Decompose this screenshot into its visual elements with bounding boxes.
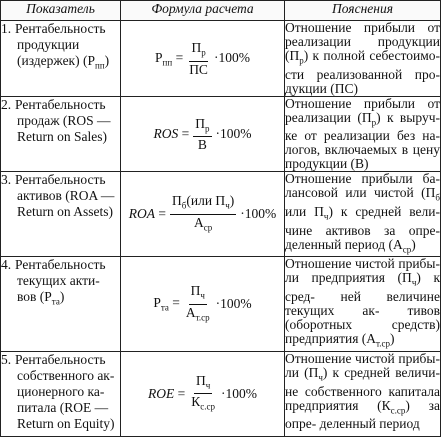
explanation-text: ли предприятия (П bbox=[285, 270, 412, 286]
formula-denominator: К bbox=[191, 394, 201, 410]
explanation-cell bbox=[285, 172, 441, 257]
explanation-text: или П bbox=[285, 204, 324, 220]
formula-lhs-subscript: та bbox=[160, 302, 169, 313]
explanation-subscript: т.ср bbox=[376, 338, 391, 349]
explanation-text: продукции (В) bbox=[285, 156, 369, 172]
indicator-subscript: пп bbox=[95, 60, 105, 71]
indicator-name: Return on Equity) bbox=[17, 415, 115, 431]
indicator-name: текущих акти- bbox=[17, 273, 100, 289]
formula-lhs: ROA bbox=[128, 206, 156, 222]
explanation-text: ) bbox=[390, 331, 395, 347]
header-explanation: Пояснения bbox=[285, 1, 441, 21]
explanation-text: Отношение прибыли ба- bbox=[285, 171, 440, 187]
formula-denominator-subscript: ср bbox=[203, 222, 213, 233]
formula-multiplier: ·100% bbox=[221, 385, 257, 401]
formula-denominator: А bbox=[185, 304, 196, 320]
explanation-subscript: б bbox=[435, 193, 440, 204]
indicator-name: Return on Assets) bbox=[17, 204, 113, 220]
indicator-cell bbox=[1, 257, 121, 351]
explanation-text: предприятия (К bbox=[285, 397, 391, 413]
row-number: 3. bbox=[1, 172, 12, 188]
explanation-text: ке от реализации без на- bbox=[285, 128, 440, 144]
formula-lhs: ROS bbox=[153, 126, 179, 142]
explanation-text: логов, включаемых в цену bbox=[285, 142, 440, 158]
formula-cell: ROA = $\frac{П_б(или П_ч)}{А_{ср}}$ ·100% bbox=[121, 172, 285, 257]
indicator-name: Рентабельность bbox=[15, 257, 106, 273]
explanation-subscript: ч bbox=[323, 211, 329, 222]
formula-lhs: ROE bbox=[147, 385, 175, 401]
explanation-text: ) к полной себестоимо- bbox=[303, 48, 440, 63]
indicator-name: вов (P bbox=[17, 289, 52, 305]
indicator-name: Рентабельность bbox=[15, 21, 106, 36]
explanation-text: Отношение чистой прибы- bbox=[285, 350, 440, 366]
indicator-name: (издержек) (P bbox=[17, 53, 95, 68]
explanation-cell bbox=[285, 96, 441, 172]
formula-fraction bbox=[170, 193, 236, 235]
row-number: 4. bbox=[1, 257, 12, 273]
formula-fraction bbox=[193, 116, 211, 153]
header-row bbox=[1, 1, 441, 21]
explanation-subscript: р bbox=[299, 55, 304, 66]
indicator-cell bbox=[1, 172, 121, 257]
explanation-text: Отношение чистой прибы- bbox=[285, 256, 440, 272]
row-number: 2. bbox=[1, 96, 12, 112]
explanation-text: ) к средней вели- bbox=[328, 204, 440, 220]
table-row bbox=[1, 21, 441, 97]
explanation-subscript: ч bbox=[411, 278, 417, 289]
header-formula: Формула расчета bbox=[121, 1, 285, 21]
indicator-name: Рентабельность bbox=[15, 96, 106, 112]
explanation-text: ) к средней величи- bbox=[322, 364, 440, 380]
formula-numerator-alt-subscript: ч bbox=[225, 200, 230, 211]
explanation-text: предприятия (А bbox=[285, 331, 377, 347]
indicator-name: Рентабельность bbox=[15, 351, 106, 367]
explanation-text: не собственного капитала bbox=[285, 383, 440, 399]
formula-denominator-subscript: с.ср bbox=[200, 402, 215, 412]
formula-lhs-subscript: пп bbox=[162, 57, 173, 68]
indicator-cell bbox=[1, 96, 121, 172]
explanation-text: реализации продукции bbox=[285, 34, 440, 49]
explanation-text: деленный период bbox=[319, 416, 420, 432]
explanation-text: ) за опре- bbox=[285, 397, 440, 432]
formula-denominator-subscript: т.ср bbox=[195, 312, 210, 323]
formula-multiplier: ·100% bbox=[240, 206, 277, 222]
formula-numerator: П bbox=[190, 282, 201, 298]
explanation-text: (П bbox=[285, 48, 300, 63]
indicator-cell bbox=[1, 351, 121, 436]
explanation-text: тивов (оборотных средств) bbox=[285, 303, 440, 333]
explanation-text: ) bbox=[411, 236, 416, 252]
formula-numerator: П bbox=[195, 372, 206, 388]
row-number: 5. bbox=[1, 351, 12, 367]
row-number: 1. bbox=[1, 21, 12, 36]
formula-numerator-subscript: б bbox=[181, 200, 187, 211]
explanation-text: дукции (ПС) bbox=[285, 80, 358, 96]
indicator-name: Return on Sales) bbox=[17, 128, 107, 144]
indicator-name: продукции bbox=[17, 37, 80, 52]
explanation-text: деленный период (А bbox=[285, 236, 403, 252]
formula-numerator: П bbox=[191, 40, 202, 55]
formula-cell: $P_{та}$ = $\frac{П_ч}{А_{т.ср}}$ ·100% bbox=[121, 257, 285, 351]
explanation-text: Отношение прибыли от bbox=[285, 20, 440, 35]
formula-cell: $P_{пп}$ = $\frac{П_р}{ПС}$ ·100% bbox=[121, 21, 285, 97]
explanation-text: Отношение прибыли от bbox=[285, 95, 440, 111]
formula-lhs: P bbox=[153, 295, 161, 311]
formula-numerator-subscript: ч bbox=[205, 380, 211, 391]
indicator-name: собственного ак- bbox=[17, 367, 115, 383]
table-row bbox=[1, 351, 441, 436]
formula-lhs: P bbox=[155, 49, 163, 65]
explanation-cell bbox=[285, 21, 441, 97]
indicator-name: питала (ROE — bbox=[17, 399, 109, 415]
indicator-name: продаж (ROS — bbox=[17, 112, 111, 128]
formula-numerator-subscript: ч bbox=[200, 290, 205, 301]
indicator-name: ) bbox=[104, 53, 110, 68]
explanation-text: лансовой или чистой (П bbox=[285, 185, 436, 201]
formula-numerator-subscript: р bbox=[205, 123, 210, 134]
explanation-cell bbox=[285, 257, 441, 351]
explanation-text: реализации (П bbox=[285, 109, 372, 125]
table-row bbox=[1, 96, 441, 172]
formula-fraction bbox=[184, 283, 212, 325]
formula-multiplier: ·100% bbox=[215, 296, 252, 312]
formula-fraction bbox=[187, 40, 210, 77]
table-row bbox=[1, 257, 441, 351]
explanation-text: ли (П bbox=[285, 364, 319, 380]
explanation-subscript: ч bbox=[318, 372, 323, 383]
formula-numerator-subscript: р bbox=[201, 47, 206, 58]
formula-numerator: П bbox=[195, 115, 205, 131]
explanation-cell bbox=[285, 351, 441, 436]
explanation-subscript: р bbox=[371, 117, 377, 128]
indicator-name: активов (ROA — bbox=[17, 188, 115, 204]
formula-paren: ) bbox=[229, 193, 235, 209]
explanation-text: ) к выруч- bbox=[376, 109, 440, 125]
formula-cell: ROS = $\frac{П_р}{В}$ ·100% bbox=[121, 96, 285, 172]
indicator-name: ционерного ка- bbox=[17, 383, 105, 399]
indicator-name: Рентабельность bbox=[15, 172, 106, 188]
formula-denominator: А bbox=[194, 214, 204, 230]
header-indicator: Показатель bbox=[1, 1, 121, 21]
indicator-subscript: та bbox=[51, 297, 60, 308]
formula-multiplier: ·100% bbox=[213, 50, 250, 66]
formula-cell: ROE = $\frac{П_ч}{К_{с.ср}}$ ·100% bbox=[121, 351, 285, 436]
formula-multiplier: ·100% bbox=[215, 126, 252, 142]
formula-denominator: В bbox=[197, 137, 207, 153]
explanation-text: ) к сред- bbox=[285, 270, 440, 305]
formula-numerator-alt: (или П bbox=[186, 193, 226, 209]
formula-denominator: ПС bbox=[189, 61, 208, 77]
explanation-subscript: с.ср bbox=[390, 405, 406, 416]
explanation-text: ней величине текущих ак- bbox=[285, 289, 440, 319]
table-row bbox=[1, 172, 441, 257]
indicator-cell bbox=[1, 21, 121, 97]
formula-fraction bbox=[189, 373, 217, 415]
explanation-subscript: ср bbox=[402, 244, 412, 255]
explanation-text: сти реализованной про- bbox=[285, 66, 440, 82]
explanation-text: чине активов за опре- bbox=[285, 222, 440, 238]
indicator-name: ) bbox=[59, 289, 65, 305]
formula-numerator: П bbox=[172, 193, 182, 209]
